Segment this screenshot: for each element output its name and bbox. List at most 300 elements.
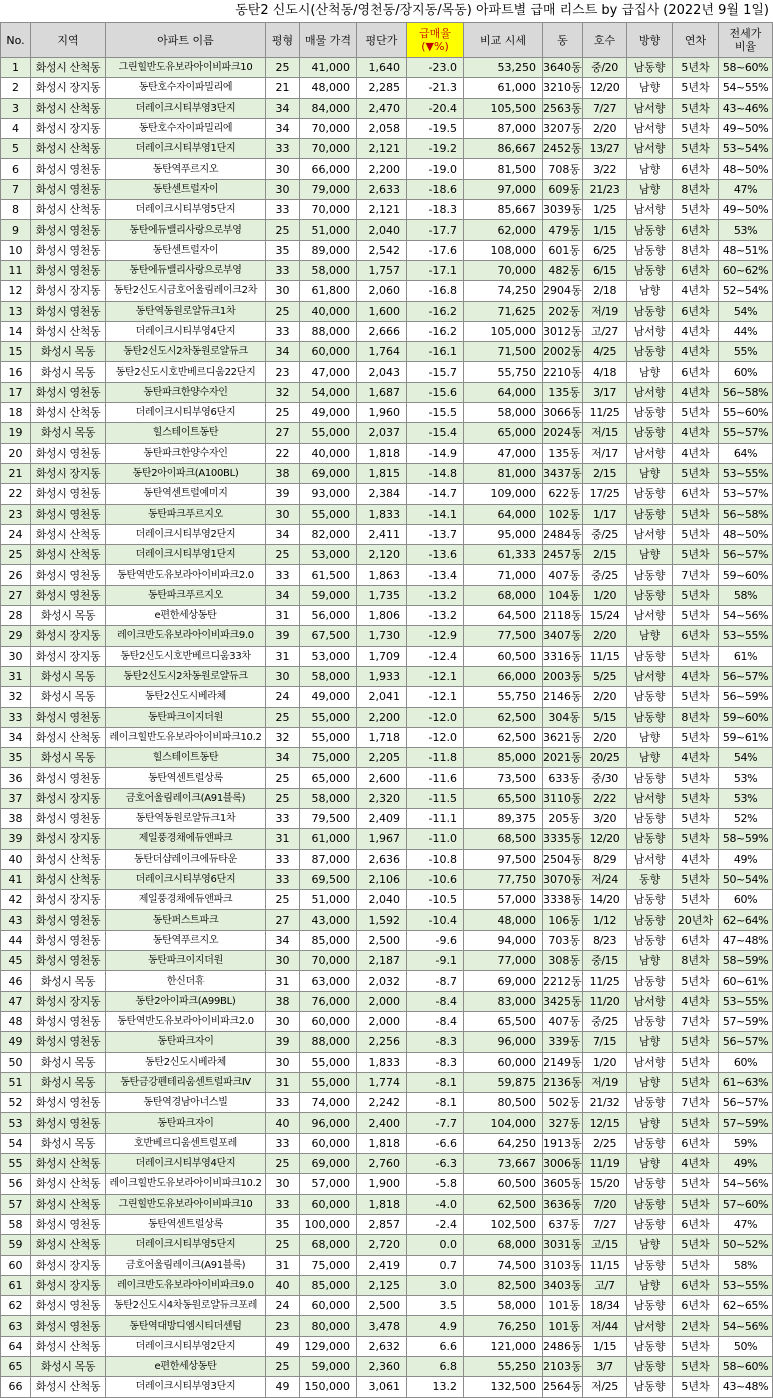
cell-no: 22 (1, 484, 31, 504)
cell-jeonse-ratio: 53~55% (719, 463, 773, 483)
cell-region: 화성시 목동 (31, 687, 106, 707)
cell-direction: 남동향 (627, 240, 673, 260)
cell-size: 27 (266, 423, 300, 443)
cell-compare-price: 94,000 (464, 930, 543, 950)
cell-unit: 중/30 (583, 768, 627, 788)
cell-per-pyeong: 2,636 (357, 849, 407, 869)
cell-dong: 3070동 (543, 869, 583, 889)
cell-per-pyeong: 1,833 (357, 1052, 407, 1072)
cell-direction: 남향 (627, 545, 673, 565)
cell-per-pyeong: 2,384 (357, 484, 407, 504)
cell-direction: 남동향 (627, 220, 673, 240)
cell-size: 25 (266, 1357, 300, 1377)
cell-no: 17 (1, 382, 31, 402)
cell-unit: 11/15 (583, 646, 627, 666)
cell-jeonse-ratio: 56~57% (719, 666, 773, 686)
cell-age: 5년차 (673, 808, 719, 828)
cell-no: 60 (1, 1255, 31, 1275)
cell-apt-name: 더레이크시티부영3단지 (106, 98, 266, 118)
cell-dong: 482동 (543, 260, 583, 280)
cell-dong: 2563동 (543, 98, 583, 118)
table-row (1, 890, 773, 910)
cell-compare-price: 81,000 (464, 463, 543, 483)
table-row (1, 1336, 773, 1356)
cell-compare-price: 59,875 (464, 1072, 543, 1092)
cell-apt-name: 동탄2신도시2차동원로얄듀크 (106, 666, 266, 686)
cell-direction: 남서향 (627, 382, 673, 402)
cell-price: 49,000 (300, 687, 357, 707)
table-row (1, 1377, 773, 1397)
cell-region: 화성시 산척동 (31, 403, 106, 423)
cell-per-pyeong: 2,542 (357, 240, 407, 260)
cell-no: 1 (1, 58, 31, 78)
cell-jeonse-ratio: 56~59% (719, 687, 773, 707)
cell-per-pyeong: 1,933 (357, 666, 407, 686)
cell-jeonse-ratio: 44% (719, 321, 773, 341)
cell-direction: 남동향 (627, 910, 673, 930)
cell-jeonse-ratio: 48~50% (719, 524, 773, 544)
cell-price: 59,000 (300, 1357, 357, 1377)
cell-jeonse-ratio: 55~57% (719, 423, 773, 443)
cell-per-pyeong: 2,633 (357, 179, 407, 199)
cell-no: 33 (1, 707, 31, 727)
cell-size: 23 (266, 1316, 300, 1336)
table-row (1, 951, 773, 971)
cell-direction: 남동향 (627, 687, 673, 707)
cell-region: 화성시 산척동 (31, 869, 106, 889)
cell-region: 화성시 영천동 (31, 1113, 106, 1133)
cell-apt-name: 동탄2신도시2차동원로얄듀크 (106, 342, 266, 362)
cell-drop-rate: -12.1 (407, 666, 464, 686)
cell-dong: 609동 (543, 179, 583, 199)
cell-size: 30 (266, 1011, 300, 1031)
cell-no: 5 (1, 139, 31, 159)
cell-compare-price: 105,500 (464, 98, 543, 118)
cell-region: 화성시 영천동 (31, 1296, 106, 1316)
cell-no: 48 (1, 1011, 31, 1031)
cell-size: 34 (266, 748, 300, 768)
cell-jeonse-ratio: 64% (719, 443, 773, 463)
cell-no: 44 (1, 930, 31, 950)
cell-drop-rate: -11.0 (407, 829, 464, 849)
cell-no: 16 (1, 362, 31, 382)
cell-price: 70,000 (300, 139, 357, 159)
cell-unit: 1/20 (583, 1052, 627, 1072)
cell-direction: 남동향 (627, 1377, 673, 1397)
cell-compare-price: 68,500 (464, 829, 543, 849)
cell-dong: 3335동 (543, 829, 583, 849)
page-title: 동탄2 신도시(산척동/영천동/장지동/목동) 아파트별 급매 리스트 by 급집사 (2022년 9월 1일) (235, 3, 769, 18)
cell-region: 화성시 장지동 (31, 626, 106, 646)
cell-compare-price: 121,000 (464, 1336, 543, 1356)
table-row (1, 1174, 773, 1194)
cell-dong: 3407동 (543, 626, 583, 646)
cell-region: 화성시 목동 (31, 606, 106, 626)
table-row (1, 382, 773, 402)
cell-compare-price: 108,000 (464, 240, 543, 260)
cell-age: 6년차 (673, 626, 719, 646)
cell-per-pyeong: 2,121 (357, 139, 407, 159)
cell-unit: 18/34 (583, 1296, 627, 1316)
cell-per-pyeong: 2,043 (357, 362, 407, 382)
cell-drop-rate: -15.5 (407, 403, 464, 423)
cell-apt-name: 동탄2신도시금호어울림레이크2차 (106, 281, 266, 301)
cell-direction: 남동향 (627, 1336, 673, 1356)
cell-dong: 327동 (543, 1113, 583, 1133)
cell-apt-name: 더레이크시티부영6단지 (106, 403, 266, 423)
cell-per-pyeong: 1,818 (357, 1194, 407, 1214)
cell-direction: 남동향 (627, 403, 673, 423)
cell-age: 5년차 (673, 545, 719, 565)
cell-compare-price: 96,000 (464, 1032, 543, 1052)
cell-no: 14 (1, 321, 31, 341)
table-row (1, 829, 773, 849)
table-row (1, 565, 773, 585)
cell-region: 화성시 영천동 (31, 382, 106, 402)
cell-price: 60,000 (300, 1296, 357, 1316)
cell-compare-price: 132,500 (464, 1377, 543, 1397)
cell-price: 58,000 (300, 788, 357, 808)
table-row (1, 1011, 773, 1031)
cell-direction: 남동향 (627, 1194, 673, 1214)
cell-jeonse-ratio: 58~60% (719, 58, 773, 78)
cell-age: 5년차 (673, 1235, 719, 1255)
cell-drop-rate: -6.6 (407, 1133, 464, 1153)
cell-region: 화성시 영천동 (31, 159, 106, 179)
cell-price: 55,000 (300, 727, 357, 747)
table-row (1, 545, 773, 565)
cell-direction: 남향 (627, 281, 673, 301)
cell-jeonse-ratio: 60% (719, 362, 773, 382)
cell-apt-name: e편한세상동탄 (106, 606, 266, 626)
cell-price: 54,000 (300, 382, 357, 402)
cell-unit: 중/25 (583, 1011, 627, 1031)
cell-per-pyeong: 1,967 (357, 829, 407, 849)
cell-compare-price: 104,000 (464, 1113, 543, 1133)
cell-dong: 479동 (543, 220, 583, 240)
cell-apt-name: 동탄파크이지더원 (106, 951, 266, 971)
cell-region: 화성시 영천동 (31, 1316, 106, 1336)
cell-jeonse-ratio: 48~51% (719, 240, 773, 260)
cell-region: 화성시 장지동 (31, 646, 106, 666)
cell-compare-price: 69,000 (464, 971, 543, 991)
cell-unit: 3/22 (583, 159, 627, 179)
table-row (1, 748, 773, 768)
cell-compare-price: 60,500 (464, 646, 543, 666)
cell-apt-name: 더레이크시티부영3단지 (106, 1377, 266, 1397)
cell-jeonse-ratio: 58~59% (719, 829, 773, 849)
cell-apt-name: 동탄파크한양수자인 (106, 443, 266, 463)
cell-price: 88,000 (300, 1032, 357, 1052)
cell-size: 25 (266, 1154, 300, 1174)
cell-jeonse-ratio: 47% (719, 1214, 773, 1234)
cell-compare-price: 55,750 (464, 362, 543, 382)
cell-no: 43 (1, 910, 31, 930)
cell-drop-rate: -13.7 (407, 524, 464, 544)
cell-unit: 중/25 (583, 524, 627, 544)
cell-drop-rate: -10.8 (407, 849, 464, 869)
cell-region: 화성시 산척동 (31, 1377, 106, 1397)
cell-price: 58,000 (300, 260, 357, 280)
cell-no: 6 (1, 159, 31, 179)
cell-drop-rate: -16.1 (407, 342, 464, 362)
cell-region: 화성시 영천동 (31, 504, 106, 524)
cell-direction: 남동향 (627, 301, 673, 321)
cell-unit: 고/15 (583, 1235, 627, 1255)
cell-compare-price: 74,250 (464, 281, 543, 301)
cell-per-pyeong: 2,205 (357, 748, 407, 768)
cell-region: 화성시 산척동 (31, 545, 106, 565)
cell-compare-price: 80,500 (464, 1093, 543, 1113)
cell-region: 화성시 영천동 (31, 1011, 106, 1031)
table-row (1, 707, 773, 727)
cell-jeonse-ratio: 60% (719, 1052, 773, 1072)
cell-compare-price: 65,500 (464, 788, 543, 808)
cell-compare-price: 87,000 (464, 118, 543, 138)
cell-dong: 633동 (543, 768, 583, 788)
table-row (1, 342, 773, 362)
cell-jeonse-ratio: 55% (719, 342, 773, 362)
cell-unit: 15/20 (583, 1174, 627, 1194)
cell-price: 60,000 (300, 1011, 357, 1031)
cell-region: 화성시 영천동 (31, 443, 106, 463)
cell-jeonse-ratio: 53~54% (719, 139, 773, 159)
drop-header-line1: 급매율 (419, 27, 451, 40)
cell-apt-name: e편한세상동탄 (106, 1357, 266, 1377)
cell-no: 49 (1, 1032, 31, 1052)
cell-price: 66,000 (300, 159, 357, 179)
cell-apt-name: 더레이크시티부영1단지 (106, 545, 266, 565)
cell-jeonse-ratio: 56~57% (719, 1032, 773, 1052)
cell-size: 33 (266, 200, 300, 220)
col-apt-header: 아파트 이름 (106, 23, 266, 58)
cell-direction: 남동향 (627, 585, 673, 605)
cell-jeonse-ratio: 60~62% (719, 260, 773, 280)
cell-per-pyeong: 2,632 (357, 1336, 407, 1356)
cell-direction: 남향 (627, 748, 673, 768)
col-drop-header (407, 23, 464, 58)
cell-direction: 남동향 (627, 423, 673, 443)
cell-direction: 남향 (627, 463, 673, 483)
cell-dong: 3031동 (543, 1235, 583, 1255)
cell-unit: 저/44 (583, 1316, 627, 1336)
cell-apt-name: 레이크힐반도유보라아이비파크10.2 (106, 1174, 266, 1194)
cell-size: 39 (266, 1032, 300, 1052)
cell-apt-name: 동탄퍼스트파크 (106, 910, 266, 930)
cell-age: 5년차 (673, 200, 719, 220)
cell-drop-rate: -14.9 (407, 443, 464, 463)
cell-compare-price: 73,667 (464, 1154, 543, 1174)
cell-apt-name: 힐스테이트동탄 (106, 423, 266, 443)
cell-dong: 3605동 (543, 1174, 583, 1194)
cell-age: 6년차 (673, 301, 719, 321)
table-row (1, 98, 773, 118)
table-row (1, 910, 773, 930)
cell-region: 화성시 산척동 (31, 98, 106, 118)
cell-unit: 고/27 (583, 321, 627, 341)
cell-no: 4 (1, 118, 31, 138)
cell-age: 4년차 (673, 1154, 719, 1174)
cell-price: 69,000 (300, 1154, 357, 1174)
table-row (1, 1214, 773, 1234)
cell-size: 30 (266, 179, 300, 199)
cell-dong: 3012동 (543, 321, 583, 341)
cell-unit: 7/20 (583, 1194, 627, 1214)
cell-age: 7년차 (673, 1011, 719, 1031)
cell-region: 화성시 장지동 (31, 118, 106, 138)
cell-jeonse-ratio: 57~59% (719, 1011, 773, 1031)
cell-no: 31 (1, 666, 31, 686)
cell-unit: 저/19 (583, 1072, 627, 1092)
cell-unit: 1/12 (583, 910, 627, 930)
cell-age: 5년차 (673, 1255, 719, 1275)
cell-dong: 2457동 (543, 545, 583, 565)
cell-size: 34 (266, 524, 300, 544)
cell-age: 5년차 (673, 1357, 719, 1377)
table-row (1, 687, 773, 707)
cell-unit: 저/24 (583, 869, 627, 889)
cell-size: 34 (266, 585, 300, 605)
cell-region: 화성시 영천동 (31, 484, 106, 504)
cell-direction: 남향 (627, 951, 673, 971)
table-row (1, 585, 773, 605)
cell-size: 33 (266, 321, 300, 341)
cell-age: 6년차 (673, 159, 719, 179)
cell-direction: 남향 (627, 1235, 673, 1255)
cell-drop-rate: -10.5 (407, 890, 464, 910)
cell-direction: 남서향 (627, 98, 673, 118)
cell-drop-rate: -8.3 (407, 1052, 464, 1072)
table-row (1, 971, 773, 991)
cell-no: 13 (1, 301, 31, 321)
cell-price: 85,000 (300, 1275, 357, 1295)
cell-compare-price: 64,000 (464, 382, 543, 402)
cell-drop-rate: -10.4 (407, 910, 464, 930)
cell-apt-name: 동탄2아이파크(A99BL) (106, 991, 266, 1011)
cell-per-pyeong: 1,735 (357, 585, 407, 605)
cell-unit: 5/25 (583, 666, 627, 686)
cell-size: 33 (266, 808, 300, 828)
cell-direction: 남서향 (627, 991, 673, 1011)
cell-jeonse-ratio: 53~55% (719, 626, 773, 646)
cell-per-pyeong: 3,478 (357, 1316, 407, 1336)
cell-jeonse-ratio: 48~50% (719, 159, 773, 179)
cell-compare-price: 64,500 (464, 606, 543, 626)
cell-drop-rate: 13.2 (407, 1377, 464, 1397)
cell-age: 8년차 (673, 707, 719, 727)
cell-region: 화성시 목동 (31, 342, 106, 362)
cell-dong: 2210동 (543, 362, 583, 382)
cell-no: 39 (1, 829, 31, 849)
cell-price: 60,000 (300, 342, 357, 362)
cell-apt-name: 동탄역동원로얄듀크1차 (106, 301, 266, 321)
cell-price: 88,000 (300, 321, 357, 341)
cell-apt-name: 동탄파크자이 (106, 1113, 266, 1133)
cell-unit: 13/27 (583, 139, 627, 159)
cell-no: 30 (1, 646, 31, 666)
cell-size: 21 (266, 78, 300, 98)
cell-per-pyeong: 2,187 (357, 951, 407, 971)
cell-no: 27 (1, 585, 31, 605)
cell-direction: 남동향 (627, 1296, 673, 1316)
table-row (1, 1275, 773, 1295)
cell-apt-name: 동탄에듀밸리사랑으로부영 (106, 260, 266, 280)
cell-size: 24 (266, 1296, 300, 1316)
cell-per-pyeong: 2,000 (357, 991, 407, 1011)
cell-apt-name: 더레이크시티부영2단지 (106, 1336, 266, 1356)
cell-region: 화성시 목동 (31, 748, 106, 768)
cell-apt-name: 더레이크시티부영4단지 (106, 321, 266, 341)
cell-size: 34 (266, 342, 300, 362)
cell-direction: 남동향 (627, 890, 673, 910)
cell-jeonse-ratio: 53% (719, 768, 773, 788)
cell-price: 79,000 (300, 179, 357, 199)
cell-jeonse-ratio: 59~61% (719, 727, 773, 747)
cell-dong: 3636동 (543, 1194, 583, 1214)
col-per-pyeong-header: 평단가 (357, 23, 407, 58)
cell-compare-price: 71,000 (464, 565, 543, 585)
cell-age: 5년차 (673, 1113, 719, 1133)
cell-age: 5년차 (673, 646, 719, 666)
cell-size: 31 (266, 829, 300, 849)
cell-price: 53,000 (300, 646, 357, 666)
cell-compare-price: 61,333 (464, 545, 543, 565)
cell-per-pyeong: 3,061 (357, 1377, 407, 1397)
cell-compare-price: 68,000 (464, 585, 543, 605)
cell-jeonse-ratio: 49% (719, 849, 773, 869)
cell-size: 33 (266, 1133, 300, 1153)
cell-per-pyeong: 2,058 (357, 118, 407, 138)
cell-jeonse-ratio: 58~60% (719, 1357, 773, 1377)
cell-jeonse-ratio: 49~50% (719, 118, 773, 138)
cell-apt-name: 동탄역센트럴상록 (106, 768, 266, 788)
cell-jeonse-ratio: 58% (719, 1255, 773, 1275)
table-row (1, 1194, 773, 1214)
cell-price: 56,000 (300, 606, 357, 626)
cell-drop-rate: -11.6 (407, 768, 464, 788)
cell-per-pyeong: 2,411 (357, 524, 407, 544)
cell-age: 5년차 (673, 1336, 719, 1356)
cell-age: 7년차 (673, 1093, 719, 1113)
cell-compare-price: 62,500 (464, 707, 543, 727)
cell-region: 화성시 산척동 (31, 58, 106, 78)
cell-per-pyeong: 2,032 (357, 971, 407, 991)
table-row (1, 869, 773, 889)
cell-no: 8 (1, 200, 31, 220)
cell-age: 2년차 (673, 1316, 719, 1336)
cell-unit: 1/20 (583, 585, 627, 605)
cell-dong: 3210동 (543, 78, 583, 98)
cell-age: 4년차 (673, 666, 719, 686)
cell-size: 49 (266, 1377, 300, 1397)
cell-region: 화성시 장지동 (31, 78, 106, 98)
cell-no: 37 (1, 788, 31, 808)
cell-compare-price: 95,000 (464, 524, 543, 544)
cell-jeonse-ratio: 43~46% (719, 98, 773, 118)
cell-drop-rate: -12.9 (407, 626, 464, 646)
cell-apt-name: 더레이크시티부영6단지 (106, 869, 266, 889)
cell-price: 74,000 (300, 1093, 357, 1113)
cell-direction: 남동향 (627, 58, 673, 78)
cell-per-pyeong: 1,600 (357, 301, 407, 321)
table-row (1, 321, 773, 341)
cell-age: 5년차 (673, 768, 719, 788)
cell-drop-rate: -5.8 (407, 1174, 464, 1194)
cell-per-pyeong: 2,256 (357, 1032, 407, 1052)
table-row (1, 1316, 773, 1336)
cell-region: 화성시 산척동 (31, 321, 106, 341)
table-row (1, 139, 773, 159)
